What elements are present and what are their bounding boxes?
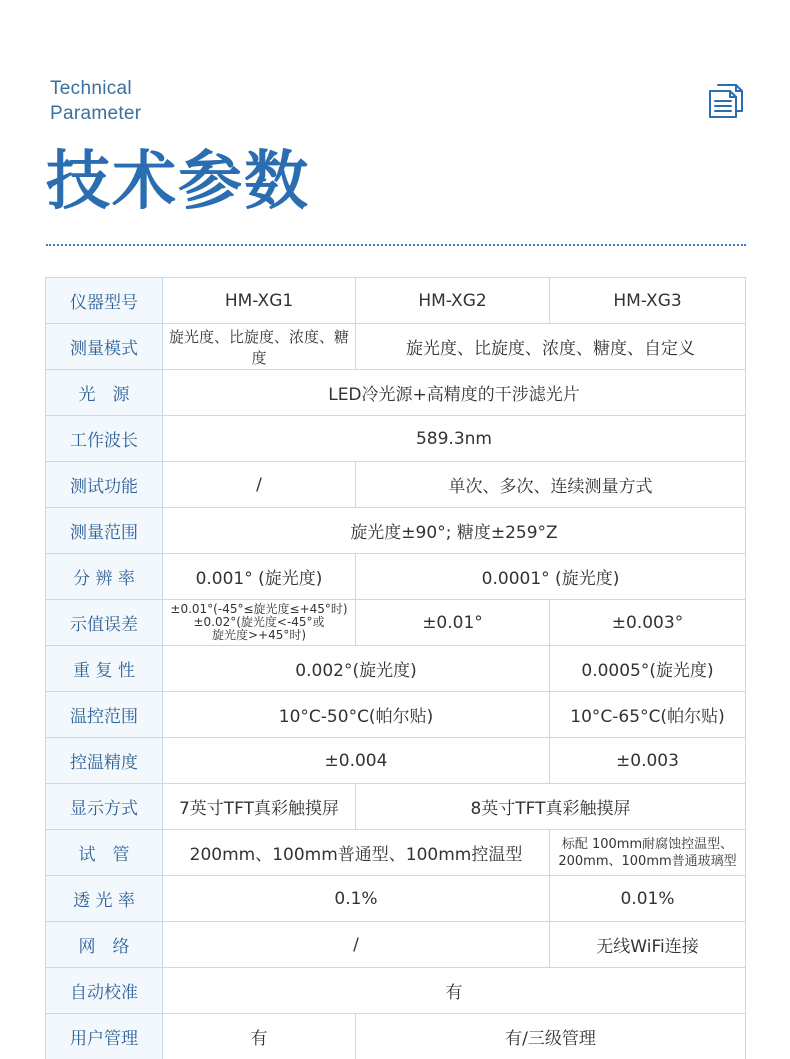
table-cell xyxy=(163,600,356,646)
table-row xyxy=(46,922,746,968)
cell-line: ±0.01°(-45°≤旋光度≤+45°时) xyxy=(170,602,348,616)
table-row xyxy=(46,784,746,830)
table-cell: 0.0005°(旋光度) xyxy=(550,646,746,692)
table-row xyxy=(46,554,746,600)
table-cell: 0.01% xyxy=(550,876,746,922)
table-row xyxy=(46,600,746,646)
table-row xyxy=(46,1014,746,1059)
row-label: 测试功能 xyxy=(46,462,163,508)
subtitle-english xyxy=(50,76,141,126)
row-label: 工作波长 xyxy=(46,416,163,462)
table-row xyxy=(46,324,746,370)
table-cell: 有/三级管理 xyxy=(356,1014,746,1059)
table-row xyxy=(46,692,746,738)
table-row xyxy=(46,830,746,876)
subtitle-line-2: Parameter xyxy=(50,103,142,124)
row-label: 网 络 xyxy=(46,922,163,968)
cell-line: 旋光度>+45°时) xyxy=(211,628,307,642)
cell-line: 200mm、100mm普通玻璃型 xyxy=(558,853,737,869)
row-label: 温控范围 xyxy=(46,692,163,738)
row-label: 仪器型号 xyxy=(46,278,163,324)
row-label: 重 复 性 xyxy=(46,646,163,692)
dotted-divider xyxy=(46,244,746,246)
page-title: 技术参数 xyxy=(46,145,310,219)
row-label: 测量范围 xyxy=(46,508,163,554)
row-label: 光 源 xyxy=(46,370,163,416)
table-cell: / xyxy=(163,922,550,968)
spec-table xyxy=(45,277,746,1059)
table-cell: ±0.01° xyxy=(356,600,550,646)
row-label: 示值误差 xyxy=(46,600,163,646)
table-cell: 200mm、100mm普通型、100mm控温型 xyxy=(163,830,550,876)
table-cell: 有 xyxy=(163,968,746,1014)
table-row xyxy=(46,646,746,692)
table-cell: 8英寸TFT真彩触摸屏 xyxy=(356,784,746,830)
table-cell: 旋光度、比旋度、浓度、糖度、自定义 xyxy=(356,324,746,370)
row-label: 用户管理 xyxy=(46,1014,163,1059)
cell-line: ±0.02°(旋光度<-45°或 xyxy=(193,615,325,629)
table-cell: 有 xyxy=(163,1014,356,1059)
table-cell: / xyxy=(163,462,356,508)
table-cell: ±0.003° xyxy=(550,600,746,646)
table-cell: 0.1% xyxy=(163,876,550,922)
table-row xyxy=(46,416,746,462)
row-label: 测量模式 xyxy=(46,324,163,370)
table-cell: 10°C-65°C(帕尔贴) xyxy=(550,692,746,738)
row-label: 显示方式 xyxy=(46,784,163,830)
row-label: 控温精度 xyxy=(46,738,163,784)
table-cell: 0.0001° (旋光度) xyxy=(356,554,746,600)
model-hm-xg2: HM-XG2 xyxy=(356,278,550,324)
document-icon xyxy=(706,80,746,120)
table-row xyxy=(46,462,746,508)
table-cell: ±0.004 xyxy=(163,738,550,784)
table-cell: 单次、多次、连续测量方式 xyxy=(356,462,746,508)
table-cell: 0.001° (旋光度) xyxy=(163,554,356,600)
model-hm-xg3: HM-XG3 xyxy=(550,278,746,324)
table-cell: 0.002°(旋光度) xyxy=(163,646,550,692)
table-cell: 旋光度±90°; 糖度±259°Z xyxy=(163,508,746,554)
table-cell: LED冷光源+高精度的干涉滤光片 xyxy=(163,370,746,416)
table-cell: 旋光度、比旋度、浓度、糖度 xyxy=(163,324,356,370)
model-hm-xg1: HM-XG1 xyxy=(163,278,356,324)
row-label: 自动校准 xyxy=(46,968,163,1014)
table-cell: ±0.003 xyxy=(550,738,746,784)
table-row xyxy=(46,968,746,1014)
table-cell: 7英寸TFT真彩触摸屏 xyxy=(163,784,356,830)
table-cell: 无线WiFi连接 xyxy=(550,922,746,968)
row-label: 分 辨 率 xyxy=(46,554,163,600)
row-label: 透 光 率 xyxy=(46,876,163,922)
subtitle-line-1: Technical xyxy=(50,78,132,99)
row-label: 试 管 xyxy=(46,830,163,876)
table-row xyxy=(46,278,746,324)
table-row xyxy=(46,370,746,416)
table-row xyxy=(46,738,746,784)
table-row xyxy=(46,876,746,922)
table-row xyxy=(46,508,746,554)
table-cell: 589.3nm xyxy=(163,416,746,462)
table-cell: 10°C-50°C(帕尔贴) xyxy=(163,692,550,738)
table-cell xyxy=(550,830,746,876)
cell-line: 标配 100mm耐腐蚀控温型、 xyxy=(561,836,734,852)
